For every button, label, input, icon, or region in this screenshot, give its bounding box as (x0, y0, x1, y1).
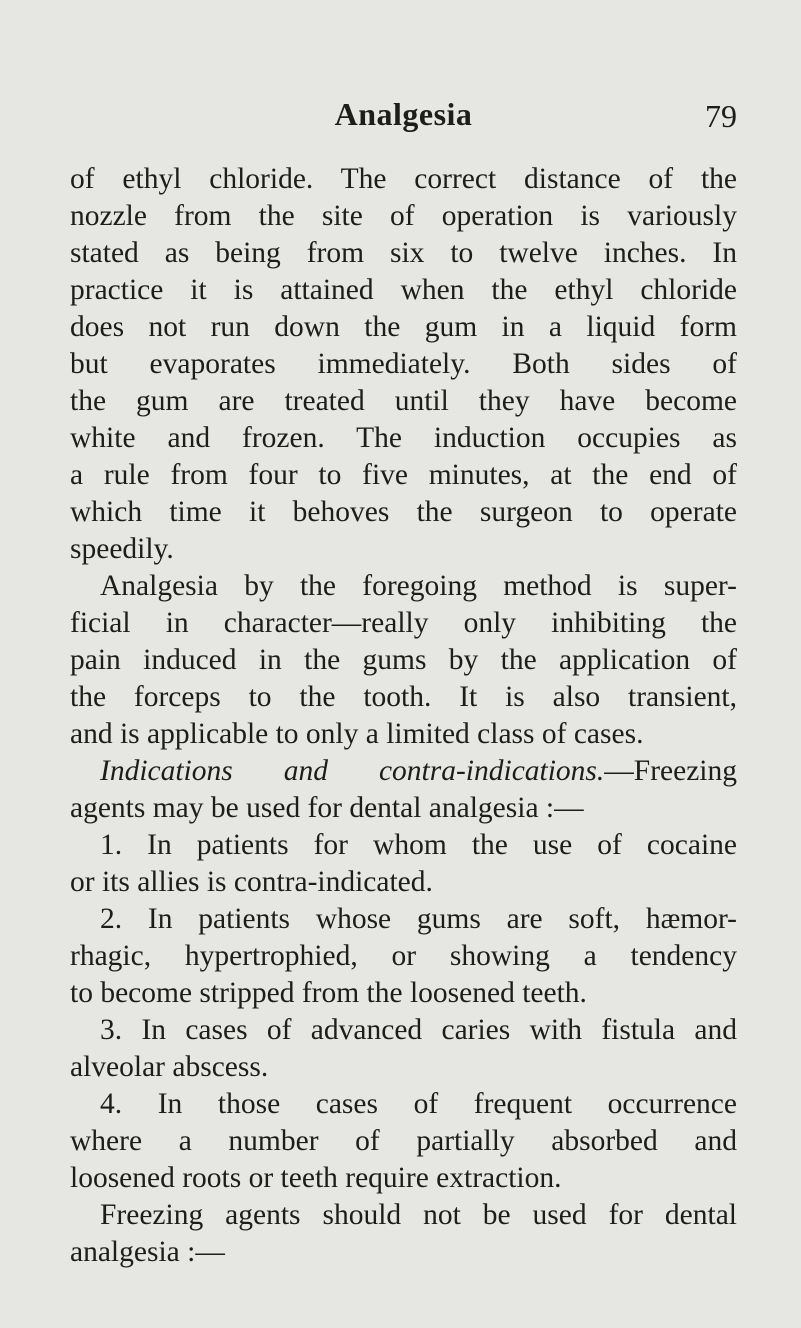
running-head (70, 96, 737, 136)
text-line: pain induced in the gums by the application of (70, 644, 737, 676)
text-line: white and frozen. The induction occupies as (70, 422, 737, 454)
section-heading-continuation: —Freezing (604, 755, 737, 787)
text-line: which time it behoves the surgeon to operate (70, 496, 737, 528)
page-number: 79 (705, 98, 737, 134)
text-line: loosened roots or teeth require extraction. (70, 1162, 562, 1194)
list-item: 1. In patients for whom the use of cocaine (100, 829, 737, 861)
running-title: Analgesia (334, 96, 473, 132)
text-line: the gum are treated until they have become (70, 385, 737, 417)
list-item: 2. In patients whose gums are soft, hæmor- (100, 903, 737, 935)
section-heading-line (70, 753, 737, 790)
list-item: 3. In cases of advanced caries with fistula and (100, 1014, 737, 1046)
text-line: rhagic, hypertrophied, or showing a tendency (70, 940, 737, 972)
text-line: and is applicable to only a limited class of cases. (70, 718, 644, 750)
text-line: but evaporates immediately. Both sides of (70, 348, 737, 380)
text-line: agents may be used for dental analgesia :— (70, 792, 584, 824)
text-line: stated as being from six to twelve inches. In (70, 237, 737, 269)
text-line: does not run down the gum in a liquid form (70, 311, 737, 343)
text-line: nozzle from the site of operation is variously (70, 200, 737, 232)
text-line: alveolar abscess. (70, 1051, 269, 1083)
text-line: speedily. (70, 533, 174, 565)
text-line: ficial in character—really only inhibiting the (70, 607, 737, 639)
text-line: to become stripped from the loosened teeth. (70, 977, 587, 1009)
text-line: where a number of partially absorbed and (70, 1125, 737, 1157)
list-item: 4. In those cases of frequent occurrence (100, 1088, 737, 1120)
text-line: Freezing agents should not be used for dental (100, 1199, 737, 1231)
text-line: the forceps to the tooth. It is also transient, (70, 681, 737, 713)
body-text (70, 161, 737, 1271)
text-line: practice it is attained when the ethyl chloride (70, 274, 737, 306)
text-line: analgesia :— (70, 1236, 225, 1268)
section-heading: Indications and contra-indications. (100, 755, 605, 787)
text-line: or its allies is contra-indicated. (70, 866, 433, 898)
text-line: a rule from four to five minutes, at the end of (70, 459, 737, 491)
text-line: of ethyl chloride. The correct distance of the (70, 163, 737, 195)
text-line: Analgesia by the foregoing method is super- (100, 570, 737, 602)
